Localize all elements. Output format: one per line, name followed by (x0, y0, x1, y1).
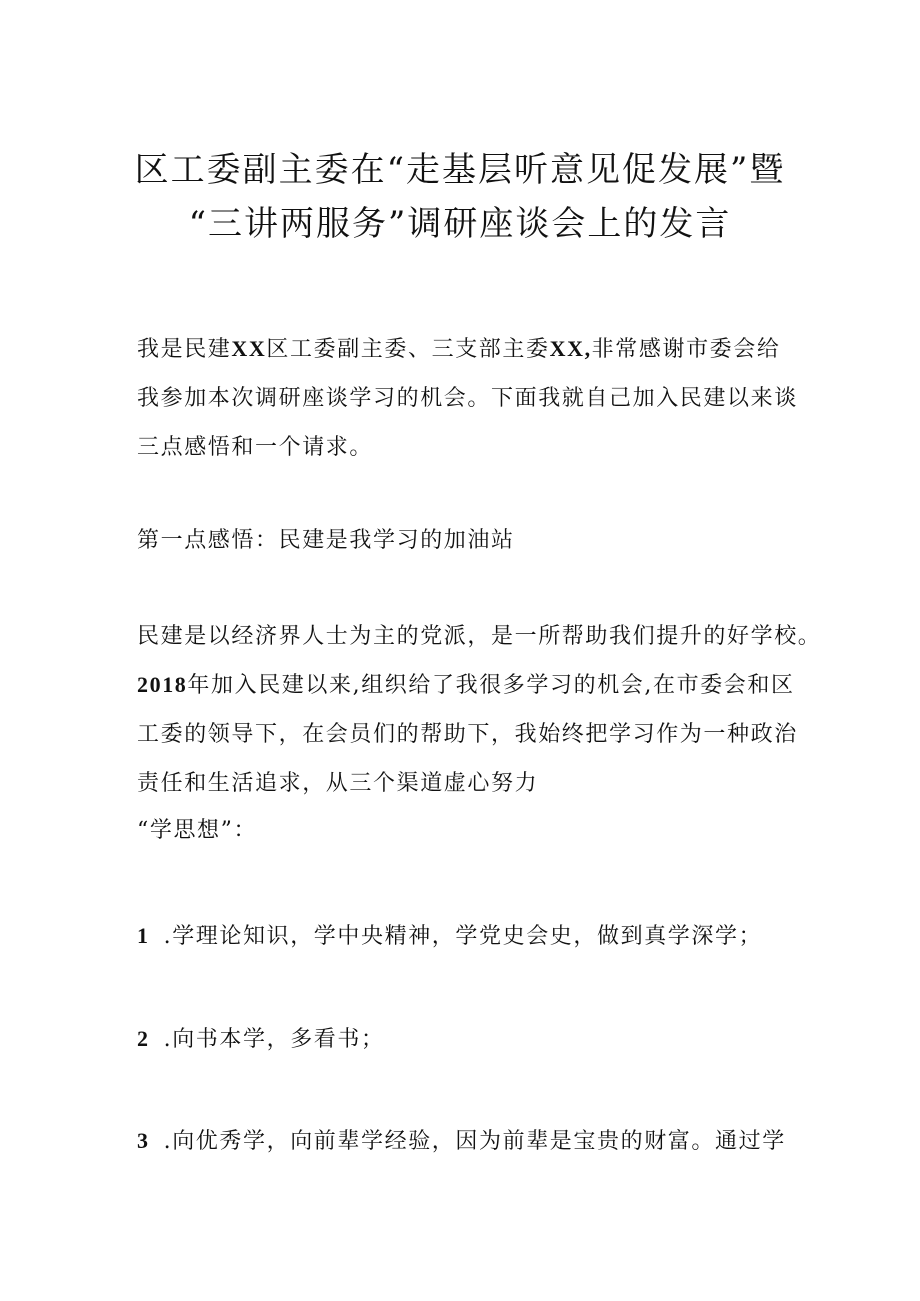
body-line-5: “学思想”： (137, 818, 258, 843)
intro-line-3: 三点感悟和一个请求。 (137, 435, 374, 460)
list-item-1 (137, 919, 762, 950)
intro-name-placeholder: XX, (549, 336, 592, 361)
intro-line-1 (137, 332, 780, 363)
body-year: 2018 (137, 672, 188, 697)
body-line-2 (137, 668, 795, 699)
intro-name-placeholder: XX (231, 336, 267, 361)
list-text: .学理论知识，学中央精神，学党史会史，做到真学深学； (163, 924, 763, 949)
intro-text: 我是民建 (137, 337, 232, 362)
body-text: 年加入民建以来,组织给了我很多学习的机会,在市委会和区 (187, 673, 795, 698)
list-number: 1 (137, 923, 150, 948)
list-number: 2 (137, 1026, 150, 1051)
body-line-3: 工委的领导下，在会员们的帮助下，我始终把学习作为一种政治 (137, 722, 798, 747)
body-line-4: 责任和生活追求，从三个渠道虚心努力 (137, 771, 539, 796)
intro-line-2: 我参加本次调研座谈学习的机会。下面我就自己加入民建以来谈 (137, 386, 798, 411)
list-text: .向书本学，多看书； (163, 1027, 385, 1052)
list-text: .向优秀学，向前辈学经验，因为前辈是宝贵的财富。通过学 (163, 1129, 786, 1154)
list-number: 3 (137, 1128, 150, 1153)
list-item-2 (137, 1022, 385, 1053)
section-heading: 第一点感悟：民建是我学习的加油站 (137, 528, 515, 553)
title-line-2: “三讲两服务”调研座谈会上的发言 (188, 204, 732, 244)
body-line-1: 民建是以经济界人士为主的党派，是一所帮助我们提升的好学校。 (137, 624, 822, 649)
title-line-1: 区工委副主委在“走基层听意见促发展”暨 (134, 150, 786, 190)
list-item-3 (137, 1124, 786, 1155)
intro-text: 非常感谢市委会给 (591, 337, 781, 362)
intro-text: 区工委副主委、三支部主委 (266, 337, 550, 362)
